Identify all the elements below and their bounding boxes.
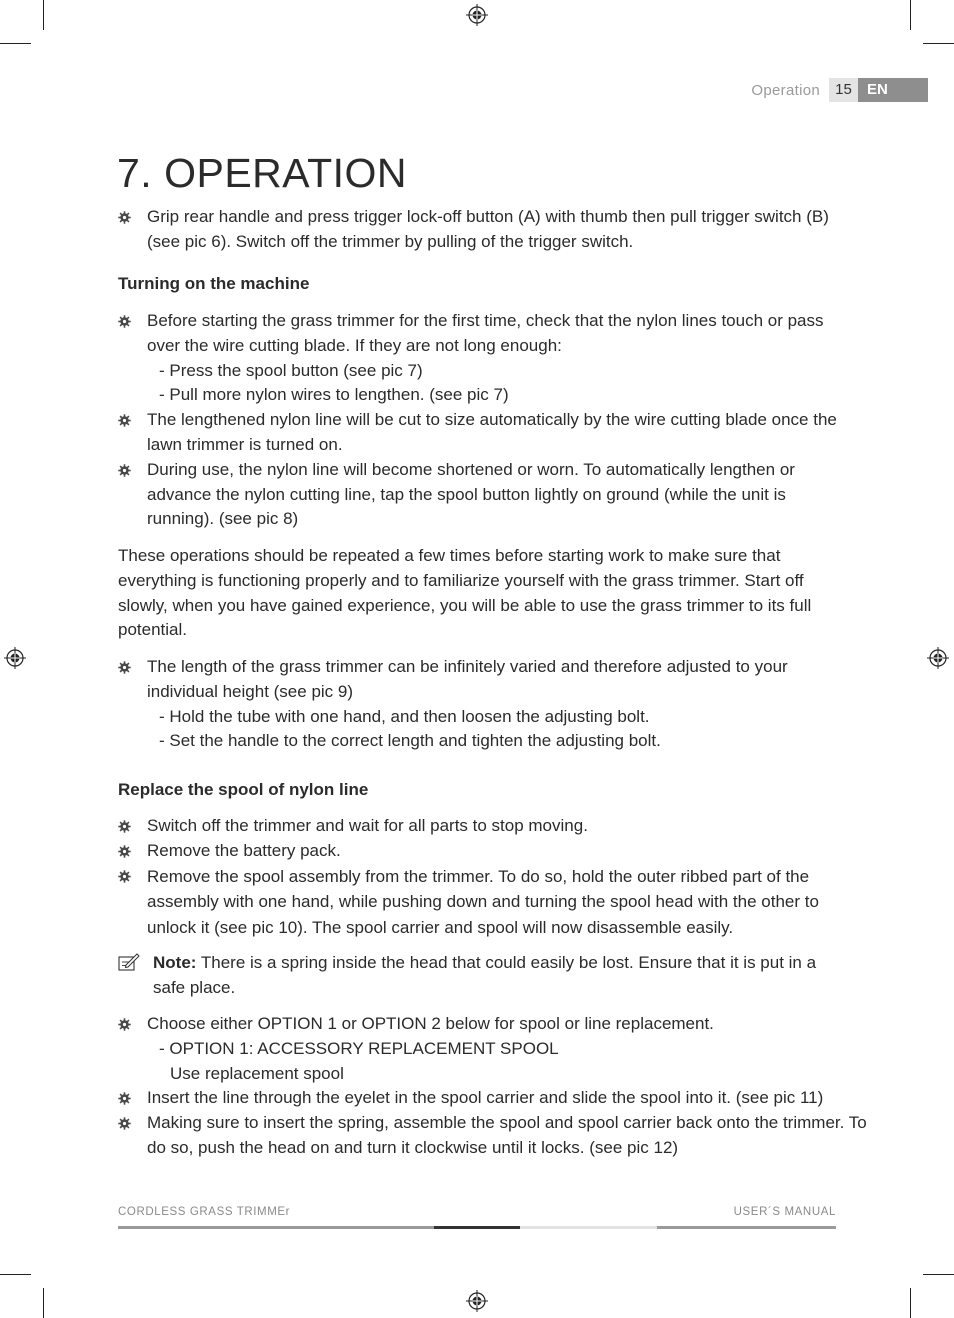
gear-bullet-icon (118, 661, 131, 674)
footer-manual-label: USER´S MANUAL (733, 1206, 836, 1218)
gear-bullet-icon (118, 845, 131, 858)
gear-bullet-icon (118, 315, 131, 328)
section-replace-spool-list (118, 814, 838, 940)
header-section-label: Operation (751, 82, 820, 99)
crop-mark-br-v (910, 1288, 911, 1318)
gear-bullet-icon (118, 464, 131, 477)
crop-mark-tr-h (923, 43, 954, 44)
list-item-text: During use, the nylon line will become shortened or worn. To automatically lengthen or advance the nylon cutting line, tap the spool button lightly on ground (while the unit is running). (see pic 8) (147, 459, 795, 529)
crop-mark-bl-v (43, 1288, 44, 1318)
gear-bullet-icon (118, 1117, 131, 1130)
gear-bullet-icon (118, 870, 131, 883)
list-item (118, 1111, 877, 1161)
list-item-text: Switch off the trimmer and wait for all parts to stop moving. (147, 816, 588, 835)
paragraph-block (118, 544, 838, 643)
sub-list-item: - OPTION 1: ACCESSORY REPLACEMENT SPOOL (159, 1038, 559, 1058)
sub-list-item: - Pull more nylon wires to lengthen. (see pic 7) (159, 385, 509, 405)
footer-bar-segment (118, 1226, 434, 1229)
footer-bar-segment (434, 1226, 520, 1229)
page-title: 7. OPERATION (117, 150, 408, 196)
gear-bullet-icon (118, 1018, 131, 1031)
crop-mark-tl-h (0, 43, 31, 44)
list-item-text: Remove the battery pack. (147, 840, 341, 860)
list-item (118, 1086, 838, 1111)
list-item (118, 864, 838, 941)
note-block (118, 951, 838, 1001)
list-item-text: Before starting the grass trimmer for the first time, check that the nylon lines touch or pass over the wire cutting blade. If they are not long enough: (147, 311, 824, 355)
adjust-length-block (118, 655, 838, 754)
language-tab: EN (858, 78, 928, 102)
list-item (118, 205, 838, 255)
list-item (118, 408, 838, 458)
list-item-text: Making sure to insert the spring, assemble the spool and spool carrier back onto the trimmer. To do so, push the head on and turn it clockwise until it locks. (see pic 12) (147, 1113, 867, 1157)
footer-product-name: CORDLESS GRASS TRIMMEr (118, 1206, 291, 1218)
section-replace-spool (118, 778, 838, 803)
sub-list-item-continuation: Use replacement spool (170, 1063, 344, 1083)
gear-bullet-icon (118, 414, 131, 427)
section-heading: Replace the spool of nylon line (118, 780, 369, 799)
crop-mark-tl-v (43, 0, 44, 30)
list-item-text: The length of the grass trimmer can be infinitely varied and therefore adjusted to your individual height (see pic 9) (147, 657, 788, 701)
section-turning-on-list (118, 309, 838, 532)
note-label: Note: (153, 953, 197, 972)
list-item-text: The lengthened nylon line will be cut to size automatically by the wire cutting blade once the lawn trimmer is turned on. (147, 410, 837, 454)
list-item-text: Remove the spool assembly from the trimmer. To do so, hold the outer ribbed part of the assembly with one hand, while pushing down and turning the spool head with the other to unlock it (see pic 10). The spool carrier and spool will now disassemble easily. (147, 866, 819, 937)
gear-bullet-icon (118, 820, 131, 833)
note-pencil-icon (118, 952, 140, 972)
list-item-text: Grip rear handle and press trigger lock-off button (A) with thumb then pull trigger switch (B) (see pic 6). Switch off the trimmer by pulling of the trigger switch. (147, 207, 829, 251)
list-item (118, 1012, 838, 1037)
list-item-text: Insert the line through the eyelet in the spool carrier and slide the spool into it. (see pic 11) (147, 1088, 824, 1108)
list-item (118, 309, 838, 359)
footer-bar-segment (657, 1226, 836, 1229)
crop-mark-bl-h (0, 1274, 31, 1275)
list-item (118, 839, 838, 864)
section-turning-on (118, 272, 838, 297)
gear-bullet-icon (118, 211, 131, 224)
intro-block (118, 205, 838, 255)
page-number: 15 (829, 78, 858, 102)
sub-list-item: - Press the spool button (see pic 7) (159, 360, 423, 380)
sub-list-item: - Hold the tube with one hand, and then loosen the adjusting bolt. (159, 706, 650, 726)
list-item (118, 458, 838, 532)
section-heading: Turning on the machine (118, 274, 310, 293)
registration-mark-icon (466, 1290, 488, 1312)
sub-list-item: - Set the handle to the correct length and tighten the adjusting bolt. (159, 731, 661, 751)
crop-mark-tr-v (910, 0, 911, 30)
spool-options-list (118, 1012, 867, 1161)
note-text: There is a spring inside the head that could easily be lost. Ensure that it is put in a safe place. (153, 953, 817, 997)
body-paragraph: These operations should be repeated a few times before starting work to make sure that everything is functioning properly and to familiarize yourself with the grass trimmer. Start off slowly, when you have gained experience, you will be able to use the grass trimmer to its full potential. (118, 546, 812, 640)
footer-bar-segment (520, 1226, 657, 1229)
crop-mark-br-h (923, 1274, 954, 1275)
list-item (118, 814, 838, 839)
note (118, 951, 838, 1001)
registration-mark-icon (927, 647, 949, 669)
list-item-text: Choose either OPTION 1 or OPTION 2 below for spool or line replacement. (147, 1014, 714, 1033)
registration-mark-icon (466, 4, 488, 26)
registration-mark-icon (4, 647, 26, 669)
gear-bullet-icon (118, 1092, 131, 1105)
list-item (118, 655, 838, 705)
